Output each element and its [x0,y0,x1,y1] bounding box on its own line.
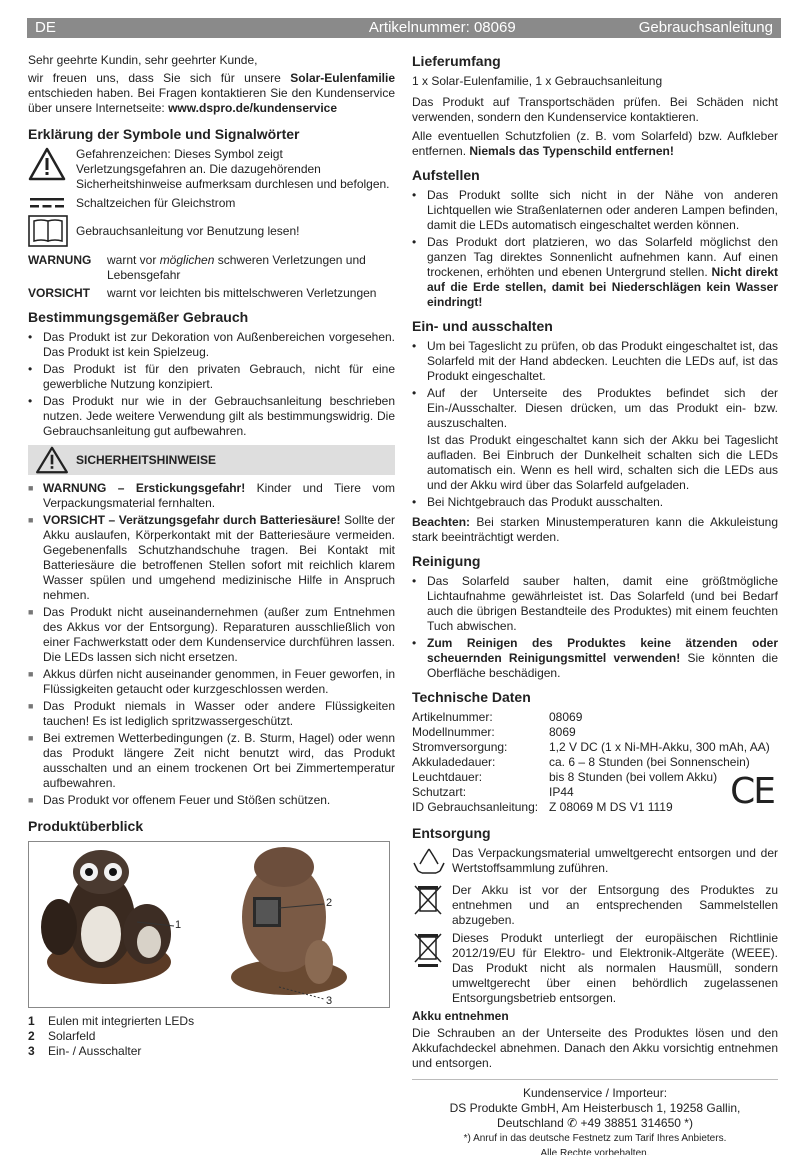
callout-1: 1 [175,919,182,931]
safety-item: ■ Das Produkt nicht auseinandernehmen (außer zum Entnehmen des Akkus vor der Entsorgung). Reparaturen ausschließlich von einer Fachwerkstatt oder dem Kundenservice durchführen lassen. Die LEDs lassen sich nicht ersetzen. [28,605,395,664]
signal-warning-text-b: schweren Verletzungen und Lebensgefahr [107,253,366,282]
header-language: DE [35,19,56,36]
disposal-item [412,883,778,928]
intro-text-2: entschieden haben. Bei Fragen kontaktieren Sie den Kundenservice über unsere Internetseite: [28,86,395,115]
setup-item: • Das Produkt sollte sich nicht in der Nähe von anderen Lichtquellen wie Straßenlaternen oder anderen Lampen befinden, damit die LEDs automatisch eingeschaltet werden können. [412,188,778,232]
onoff-item-text: Bei Nichtgebrauch das Produkt ausschalten. [427,495,664,509]
ce-mark-icon: CE [730,771,774,812]
tech-value: 1,2 V DC (1 x Ni-MH-Akku, 300 mAh, AA) [549,740,770,754]
tech-value: 8069 [549,725,576,739]
cleaning-item-text: Sie könnten die Oberfläche beschädigen. [427,651,778,680]
tech-block [412,710,778,815]
intro-text [28,71,395,116]
callout-2: 2 [326,897,333,909]
safety-banner [28,445,395,475]
delivery-p2-text: Alle eventuellen Schutzfolien (z. B. vom Solarfeld) bzw. Aufkleber entfernen. [412,129,778,158]
owl-product-illustration [29,842,389,1007]
tech-value: IP44 [549,785,574,799]
safety-caution-label: VORSICHT – Verätzungsgefahr durch Batteriesäure! [43,513,341,527]
symbol-manual [28,215,395,247]
intro-website: www.dspro.de/kundenservice [168,101,338,115]
safety-warning-text: Kinder und Tiere vom Verpackungsmaterial fernhalten. [43,481,395,510]
tech-value: 08069 [549,710,583,724]
disposal-packaging-text: Das Verpackungsmaterial umweltgerecht entsorgen und der Wertstoffsammlung zuführen. [452,846,778,875]
safety-item: ■ VORSICHT – Verätzungsgefahr durch Batteriesäure! Sollte der Akku auslaufen, Körperkontakt mit der Batteriesäure vermeiden. Gegebenenfalls Schutzhandschuhe tragen. Bei Kontakt mit Batteriesäure die betroffenen Stellen sofort mit reichlich klarem Wasser spülen und umgehend medizinische Hilfe in Anspruch nehmen. [28,513,395,602]
delivery-p2 [412,129,778,159]
tech-value: ca. 6 – 8 Stunden (bei Sonnenschein) [549,755,750,769]
tech-value: Z 08069 M DS V1 1119 [549,800,673,814]
symbol-dc-text: Schaltzeichen für Gleichstrom [76,196,236,210]
onoff-note-text: Bei starken Minustemperaturen kann die Akkuleistung stark beeinträchtigt werden. [412,515,778,544]
symbol-manual-text: Gebrauchsanleitung vor Benutzung lesen! [76,223,300,238]
legend-text: Eulen mit integrierten LEDs [48,1014,195,1028]
safety-warning-label: WARNUNG – Erstickungsgefahr! [43,481,246,495]
tech-value: bis 8 Stunden (bei vollem Akku) [549,770,718,784]
onoff-item-text: Auf der Unterseite des Produktes befindet sich der Ein-/Ausschalter. Diesen drücken, um das Produkt ein- bzw. auszuschalten. [427,386,778,430]
delivery-p2-bold: Niemals das Typenschild entfernen! [469,144,674,158]
setup-item-text: Das Produkt sollte sich nicht in der Nähe von anderen Lichtquellen wie Straßenlaternen oder anderen Lampen befinden, damit die LEDs automatisch eingeschaltet werden können. [427,188,778,232]
phone-icon: ✆ [567,1116,578,1130]
legend-item [28,1029,395,1044]
right-column [412,53,778,1155]
table-row [412,740,770,755]
footer-phone: +49 38851 314650 *) [580,1116,693,1130]
tech-table [412,710,770,815]
crossed-bin-icon [412,883,444,917]
safety-item: ■ Das Produkt vor offenem Feuer und Stößen schützen. [28,793,395,808]
intro-product-name: Solar-Eulenfamilie [290,71,395,85]
table-row [412,800,770,815]
safety-title: SICHERHEITSHINWEISE [76,452,217,467]
warning-triangle-icon [28,147,66,181]
symbols-title: Erklärung der Symbole und Signalwörter [28,126,300,142]
left-column [28,53,395,1059]
cleaning-item-text: Das Solarfeld sauber halten, damit eine größtmögliche Lichtaufnahme gewährleistet ist. Das Solarfeld (und bei Bedarf auch die übrigen Bestandteile des Produktes) mit einem feuchten Tuch abwischen. [427,574,778,633]
setup-item-text: Das Produkt dort platzieren, wo das Solarfeld möglichst den ganzen Tag direktes Sonnenlicht aufnehmen kann. Auf einen trockenen, erhöhten und ebenen Untergrund stellen. [427,235,778,279]
delivery-title: Lieferumfang [412,53,501,69]
table-row [412,725,770,740]
header-bar [27,18,781,38]
product-photo [28,841,390,1008]
signal-caution-key: VORSICHT [28,286,91,300]
onoff-item-text: Um bei Tageslicht zu prüfen, ob das Produkt eingeschaltet ist, das Solarfeld mit der Hand abdecken. Leuchten die LEDs auf, ist das Produkt eingeschaltet. [427,339,778,383]
cleaning-item: • Zum Reinigen des Produktes keine ätzenden oder scheuernden Reinigungsmittel verwenden! Sie könnten die Oberfläche beschädigen. [412,636,778,680]
signal-caution [28,286,395,301]
legend-text: Ein- / Ausschalter [48,1044,142,1058]
read-manual-icon [28,215,68,247]
footer [412,1079,778,1155]
overview-title: Produktüberblick [28,818,144,834]
disposal-weee-text: Dieses Produkt unterliegt der europäischen Richtlinie 2012/19/EU für Elektro- und Elektronik-Altgeräte (WEEE). Das Produkt nicht als normalen Hausmüll, sondern umweltgerecht über einen behördlich zugelassenen Entsorgungsbetrieb entsorgen. [452,931,778,1005]
intended-item-text: Das Produkt ist für den privaten Gebrauch, nicht für eine gewerbliche Nutzung konzipiert. [43,362,395,391]
safety-item: ■ WARNUNG – Erstickungsgefahr! Kinder und Tiere vom Verpackungsmaterial fernhalten. [28,481,395,510]
footer-address: DS Produkte GmbH, Am Heisterbusch 1, 19258 Gallin, [449,1101,741,1115]
delivery-content: 1 x Solar-Eulenfamilie, 1 x Gebrauchsanleitung [412,74,663,88]
onoff-note-label: Beachten: [412,515,471,529]
footer-service-label: Kundenservice / Importeur: [522,1086,668,1100]
signal-warning-text [107,253,395,283]
intended-use-title: Bestimmungsgemäßer Gebrauch [28,309,249,325]
onoff-title: Ein- und ausschalten [412,318,553,334]
setup-title: Aufstellen [412,167,480,183]
symbol-danger [28,147,395,192]
symbol-danger-text: Gefahrenzeichen: Dieses Symbol zeigt Verletzungsgefahren an. Die dazugehörenden Sicherheitshinweise aufmerksam durchlesen und befolgen. [76,147,390,191]
header-document-type: Gebrauchsanleitung [638,19,773,36]
signal-warning-italic: möglichen [159,253,215,267]
recycling-icon [412,846,446,876]
tech-key: Artikelnummer: [412,710,493,724]
signal-warning-key: WARNUNG [28,253,92,267]
battery-removal-title: Akku entnehmen [412,1009,509,1023]
warning-triangle-icon [35,446,69,474]
signal-warning-text-a: warnt vor [107,253,160,267]
weee-bin-icon [412,931,444,969]
onoff-note [412,515,778,545]
setup-item-bold: Nicht direkt auf die Erde stellen, damit bei Niederschlägen kein Wasser eindringt! [427,265,779,309]
intended-item-text: Das Produkt nur wie in der Gebrauchsanleitung beschrieben nutzen. Jede weitere Verwendung gilt als bestimmungswidrig. Die Gebrauchsanleitung gut aufbewahren. [43,394,395,438]
safety-item-text: Das Produkt nicht auseinandernehmen (außer zum Entnehmen des Akkus vor der Entsorgung). Reparaturen ausschließlich von einer Fachwerkstatt oder dem Kundenservice durchführen lassen. Die LEDs lassen sich nicht ersetzen. [43,605,395,664]
tech-key: ID Gebrauchsanleitung: [412,800,539,814]
footer-tariff-note: *) Anruf in das deutsche Festnetz zum Tarif Ihres Anbieters. [463,1133,727,1144]
table-row [412,755,770,770]
tech-key: Stromversorgung: [412,740,508,754]
legend-number: 2 [28,1029,35,1043]
legend-item [28,1044,395,1059]
setup-item: • Das Produkt dort platzieren, wo das Solarfeld möglichst den ganzen Tag direktes Sonnenlicht aufnehmen kann. Auf einen trockenen, erhöhten und ebenen Untergrund stellen. Nicht direkt auf die Erde stellen, damit bei Niederschlägen kein Wasser eindringt! [412,235,779,309]
safety-item-text: Bei extremen Wetterbedingungen (z. B. Sturm, Hagel) oder wenn das Produkt längere Zeit nicht benutzt wird, das Produkt ausschalten und an einem trockenen Ort bei Zimmertemperatur aufbewahren. [43,731,395,790]
tech-key: Modellnummer: [412,725,495,739]
cleaning-item-bold: Zum Reinigen des Produktes keine ätzenden oder scheuernden Reinigungsmittel verwenden! [427,636,778,665]
cleaning-title: Reinigung [412,553,481,569]
table-row [412,770,770,785]
tech-key: Akkuladedauer: [412,755,496,769]
safety-item-text: Das Produkt vor offenem Feuer und Stößen schützen. [43,793,331,807]
intended-item: • Das Produkt ist für den privaten Gebrauch, nicht für eine gewerbliche Nutzung konzipiert. [28,362,395,391]
callout-3: 3 [326,995,333,1007]
safety-item: ■ Das Produkt niemals in Wasser oder andere Flüssigkeiten tauchen! Es ist lediglich spritzwassergeschützt. [28,699,395,728]
header-article-number: Artikelnummer: 08069 [368,19,516,36]
signal-warning [28,253,395,283]
disposal-item [412,931,778,1006]
onoff-item: • Um bei Tageslicht zu prüfen, ob das Produkt eingeschaltet ist, das Solarfeld mit der Hand abdecken. Leuchten die LEDs auf, ist das Produkt eingeschaltet. [412,339,778,383]
tech-key: Leuchtdauer: [412,770,483,784]
delivery-p1: Das Produkt auf Transportschäden prüfen. Bei Schäden nicht verwenden, sondern den Kundenservice kontaktieren. [412,95,778,124]
intended-item-text: Das Produkt ist zur Dekoration von Außenbereichen vorgesehen. Das Produkt ist kein Spielzeug. [43,330,395,359]
cleaning-item: • Das Solarfeld sauber halten, damit eine größtmögliche Lichtaufnahme gewährleistet ist. Das Solarfeld (und bei Bedarf auch die übrigen Bestandteile des Produktes) mit einem feuchten Tuch abwischen. [412,574,778,633]
legend-item [28,1014,395,1029]
safety-item: ■ Bei extremen Wetterbedingungen (z. B. Sturm, Hagel) oder wenn das Produkt längere Zeit nicht benutzt wird, das Produkt ausschalten und an einem trockenen Ort bei Zimmertemperatur aufbewahren. [28,731,395,790]
onoff-item: • Auf der Unterseite des Produktes befindet sich der Ein-/Ausschalter. Diesen drücken, um das Produkt ein- bzw. auszuschalten. Ist das Produkt eingeschaltet kann sich der Akku bei Tageslicht aufladen. Bei Einbruch der Dunkelheit schalten sich die LEDs automatisch ein. Wenn es hell wird, schalten sich die LEDs aus und der Akku wird über das Solarfeld aufgeladen. [412,386,778,492]
safety-item: ■ Akkus dürfen nicht auseinander genommen, in Feuer geworfen, in Flüssigkeiten getaucht oder kurzgeschlossen werden. [28,667,395,696]
tech-title: Technische Daten [412,689,531,705]
intended-item: • Das Produkt ist zur Dekoration von Außenbereichen vorgesehen. Das Produkt ist kein Spielzeug. [28,330,395,359]
onoff-item: • Bei Nichtgebrauch das Produkt ausschalten. [412,495,778,510]
legend-number: 3 [28,1044,35,1058]
tech-key: Schutzart: [412,785,467,799]
onoff-item-continued: Ist das Produkt eingeschaltet kann sich der Akku bei Tageslicht aufladen. Bei Einbruch der Dunkelheit schalten sich die LEDs automatisch ein. Wenn es hell wird, schalten sich die LEDs aus und der Akku wird über das Solarfeld aufgeladen. [427,433,778,492]
footer-phone-line [412,1116,778,1131]
signal-caution-text: warnt vor leichten bis mittelschweren Verletzungen [107,286,377,300]
disposal-battery-text: Der Akku ist vor der Entsorgung des Produktes zu entnehmen und an entsprechenden Sammelstellen abzugeben. [452,883,778,927]
direct-current-icon [28,196,66,210]
table-row [412,785,770,800]
intro-greeting: Sehr geehrte Kundin, sehr geehrter Kunde, [28,53,258,67]
footer-rights: Alle Rechte vorbehalten. [540,1148,650,1155]
intro-text-1: wir freuen uns, dass Sie sich für unsere [28,71,291,85]
safety-item-text: Das Produkt niemals in Wasser oder andere Flüssigkeiten tauchen! Es ist lediglich spritzwassergeschützt. [43,699,395,728]
intended-item: • Das Produkt nur wie in der Gebrauchsanleitung beschrieben nutzen. Jede weitere Verwendung gilt als bestimmungswidrig. Die Gebrauchsanleitung gut aufbewahren. [28,394,395,438]
disposal-item [412,846,778,880]
disposal-title: Entsorgung [412,825,491,841]
battery-removal-text: Die Schrauben an der Unterseite des Produktes lösen und den Akkufachdeckel abnehmen. Danach den Akku vorsichtig entnehmen und entsorgen. [412,1026,778,1070]
symbol-dc [28,196,395,211]
safety-item-text: Akkus dürfen nicht auseinander genommen, in Feuer geworfen, in Flüssigkeiten getaucht oder kurzgeschlossen werden. [43,667,395,696]
footer-country: Deutschland [497,1116,568,1130]
table-row [412,710,770,725]
safety-caution-text: Sollte der Akku auslaufen, Körperkontakt mit der Batteriesäure vermeiden. Gegebenenfalls Schutzhandschuhe tragen. Bei Kontakt mit Batteriesäure die betroffenen Stellen sofort mit reichlich klarem Wasser spülen und umgehend medizinische Hilfe in Anspruch nehmen. [43,513,395,602]
legend-number: 1 [28,1014,35,1028]
legend-text: Solarfeld [48,1029,96,1043]
